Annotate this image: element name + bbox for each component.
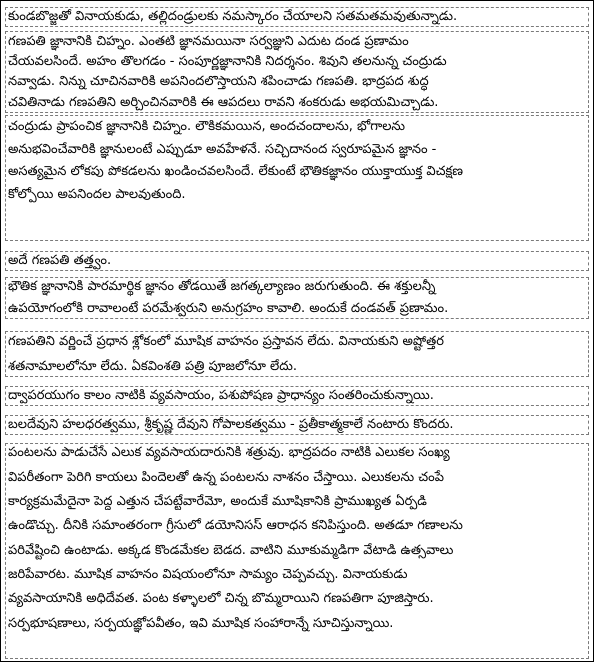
text-line: చవితినాడు గణపతిని అర్చించినవారికి ఈ ఆపదలు రావని శంకరుడు అభయమిచ్చాడు.: [8, 95, 439, 110]
text-line: విపరీతంగా పెరిగి కాయలు పిందెలతో ఉన్న పంటలను నాశనం చేస్తాయి. ఎలుకలను చంపే: [8, 470, 444, 485]
text-line: ద్వాపరయుగం కాలం నాటికి వ్యవసాయం, పశుపోషణ ప్రాధాన్యం సంతరించుకున్నాయి.: [8, 388, 434, 403]
text-line: కుండబొజ్జతో వినాయకుడు, తల్లిదండ్రులకు నమస్కారం చేయాలని సతమతమవుతున్నాడు.: [8, 9, 458, 24]
text-line: పరివేష్టించి ఉంటాడు. అక్కడ కొండమేకల బెడద. వాటిని మూకుమ్మడిగా వేటాడి ఉత్సవాలు: [8, 543, 454, 558]
text-line: చంద్రుడు ప్రాపంచిక జ్ఞానానికి చిహ్నం. లౌకికమయిన, అందచందాలను, భోగాలను: [8, 119, 406, 134]
text-line: సర్పభూషణాలు, సర్పయజ్ఞోపవీతం, ఇవి మూషిక సంహారాన్నే సూచిస్తున్నాయి.: [8, 616, 394, 631]
text-line: అసత్యమైన లోకపు పోకడలను ఖండించవలసిందే. లేకుంటే భౌతికజ్ఞానం యుక్తాయుక్త విచక్షణ: [8, 164, 464, 179]
text-line: ఉపయోగంలోకి రావాలంటే పరమేశ్వరుని అనుగ్రహం కావాలి. అందుకే దండవత్ ప్రణామం.: [8, 301, 449, 316]
text-line: జరిపేవారట. మూషిక వాహనం విషయంలోనూ సామ్యం చెప్పవచ్చు. వినాయకుడు: [8, 567, 408, 582]
text-line: వ్యవసాయానికి అధిదేవత. పంట కళ్ళాలలో చిన్న బొమ్మరాయిని గణపతిగా పూజిస్తారు.: [8, 591, 434, 606]
text-line: నవ్వాడు. నిన్ను చూచినవారికి అపనిందలొస్తాయని శపించాడు గణపతి. భాద్రపద శుద్ధ: [8, 74, 429, 89]
text-line: ఉండొచ్చు. దీనికి సమాంతరంగా గ్రీసులో డయోనిసస్ ఆరాధన కనిపిస్తుంది. అతడూ గణాలను: [8, 518, 463, 533]
text-line: గణపతి జ్ఞానానికి చిహ్నం. ఎంతటి జ్ఞానమయినా సర్వజ్ఞుని ఎదుట దండ ప్రణామం: [8, 34, 409, 49]
text-line: భౌతిక జ్ఞానానికి పారమార్థిక జ్ఞానం తోడయితే జగత్కల్యాణం జరుగుతుంది. ఈ శక్తులన్నీ: [8, 279, 436, 294]
text-line: బలదేవుని హలధరత్వము, శ్రీకృష్ణ దేవుని గోపాలకత్వము - ప్రతీకాత్మకాలే నంటారు కొందరు.: [8, 417, 454, 432]
text-line: పంటలను పాడుచేసే ఎలుక వ్యవసాయదారునికి శత్రువు. భాద్రపదం నాటికి ఎలుకల సంఖ్య: [8, 445, 450, 460]
text-line: అదే గణపతి తత్త్వం.: [8, 253, 112, 268]
text-line: గణపతిని వర్ణించే ప్రధాన శ్లోకంలో మూషిక వాహనం ప్రస్తావన లేదు. వినాయకుని అష్టోత్తర: [8, 334, 444, 349]
text-line: చేయవలసిందే. అహం తొలగడం - సంపూర్ణజ్ఞానానికి నిదర్శనం. శివుని తలనున్న చంద్రుడు: [8, 54, 447, 69]
text-line: శతనామాలలోనూ లేదు. ఏకవింశతి పత్రి పూజలోనూ లేదు.: [8, 359, 298, 374]
text-line: కార్యక్రమమేదైనా పెద్ద ఎత్తున చేపట్టేవారేమో, అందుకే మూషికానికి ప్రాముఖ్యత ఏర్పడి: [8, 494, 427, 509]
text-line: కోల్పోయి అపనిందల పాలవుతుంది.: [8, 187, 186, 202]
text-line: అనుభవించేవారికి జ్ఞానులంటే ఎప్పుడూ అవహేళనే. సచ్చిదానంద స్వరూపమైన జ్ఞానం -: [8, 142, 437, 157]
